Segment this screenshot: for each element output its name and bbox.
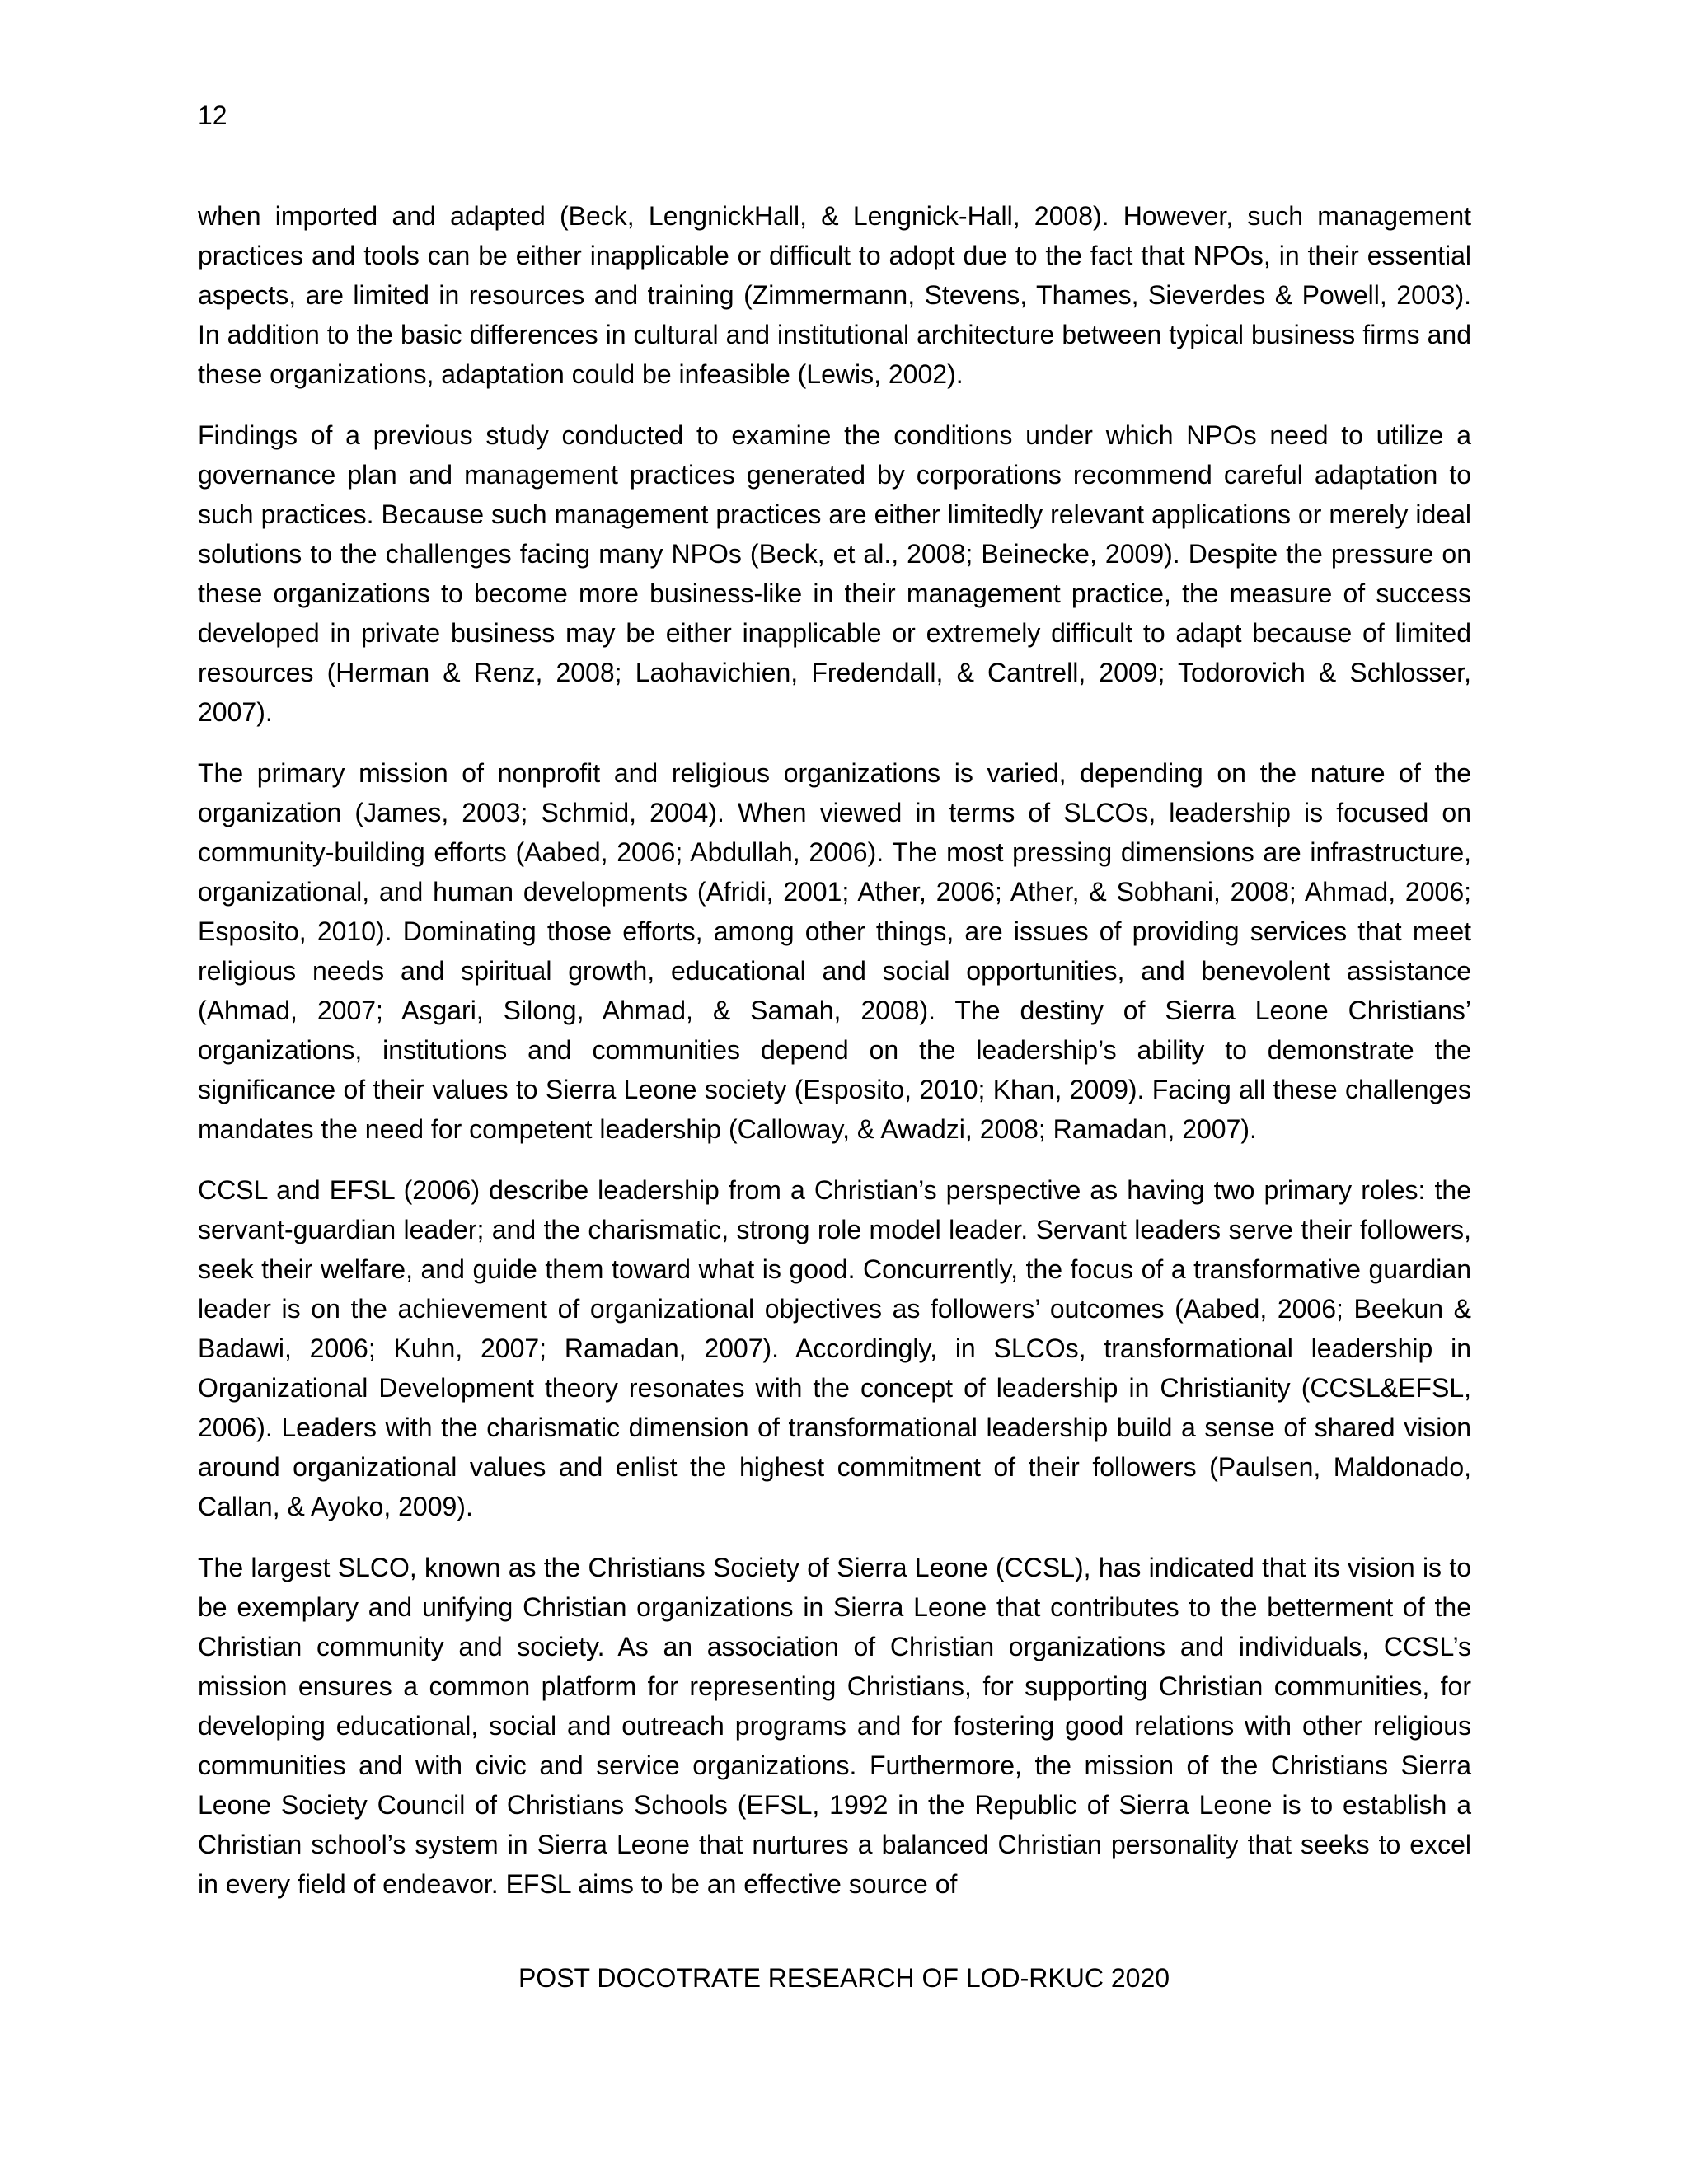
paragraph: when imported and adapted (Beck, LengnickHall, & Lengnick-Hall, 2008). However, such management practices and tools can be either inapplicable or difficult to adopt due to the fact that NPOs, in their essential aspects, are limited in resources and training (Zimmermann, Stevens, Thames, Sieverdes & Powell, 2003). In addition to the basic differences in cultural and institutional architecture between typical business firms and these organizations, adaptation could be infeasible (Lewis, 2002). xyxy=(198,201,1471,389)
page-number: 12 xyxy=(198,101,227,130)
paragraph: The primary mission of nonprofit and religious organizations is varied, depending on the nature of the organization (James, 2003; Schmid, 2004). When viewed in terms of SLCOs, leadership is focused on community-building efforts (Aabed, 2006; Abdullah, 2006). The most pressing dimensions are infrastructure, organizational, and human developments (Afridi, 2001; Ather, 2006; Ather, & Sobhani, 2008; Ahmad, 2006; Esposito, 2010). Dominating those efforts, among other things, are issues of providing services that meet religious needs and spiritual growth, educational and social opportunities, and benevolent assistance (Ahmad, 2007; Asgari, Silong, Ahmad, & Samah, 2008). The destiny of Sierra Leone Christians’ organizations, institutions and communities depend on the leadership’s ability to demonstrate the significance of their values to Sierra Leone society (Esposito, 2010; Khan, 2009). Facing all these challenges mandates the need for competent leadership (Calloway, & Awadzi, 2008; Ramadan, 2007). xyxy=(198,758,1471,1144)
body-text xyxy=(198,196,1471,1925)
page-footer: POST DOCOTRATE RESEARCH OF LOD-RKUC 2020 xyxy=(518,1963,1170,1993)
paragraph: Findings of a previous study conducted to examine the conditions under which NPOs need to utilize a governance plan and management practices generated by corporations recommend careful adaptation to such practices. Because such management practices are either limitedly relevant applications or merely ideal solutions to the challenges facing many NPOs (Beck, et al., 2008; Beinecke, 2009). Despite the pressure on these organizations to become more business-like in their management practice, the measure of success developed in private business may be either inapplicable or extremely difficult to adapt because of limited resources (Herman & Renz, 2008; Laohavichien, Fredendall, & Cantrell, 2009; Todorovich & Schlosser, 2007). xyxy=(198,420,1471,727)
paragraph: CCSL and EFSL (2006) describe leadership from a Christian’s perspective as having two primary roles: the servant-guardian leader; and the charismatic, strong role model leader. Servant leaders serve their followers, seek their welfare, and guide them toward what is good. Concurrently, the focus of a transformative guardian leader is on the achievement of organizational objectives as followers’ outcomes (Aabed, 2006; Beekun & Badawi, 2006; Kuhn, 2007; Ramadan, 2007). Accordingly, in SLCOs, transformational leadership in Organizational Development theory resonates with the concept of leadership in Christianity (CCSL&EFSL, 2006). Leaders with the charismatic dimension of transformational leadership build a sense of shared vision around organizational values and enlist the highest commitment of their followers (Paulsen, Maldonado, Callan, & Ayoko, 2009). xyxy=(198,1175,1471,1521)
paragraph: The largest SLCO, known as the Christians Society of Sierra Leone (CCSL), has indicated that its vision is to be exemplary and unifying Christian organizations in Sierra Leone that contributes to the betterment of the Christian community and society. As an association of Christian organizations and individuals, CCSL’s mission ensures a common platform for representing Christians, for supporting Christian communities, for developing educational, social and outreach programs and for fostering good relations with other religious communities and with civic and service organizations. Furthermore, the mission of the Christians Sierra Leone Society Council of Christians Schools (EFSL, 1992 in the Republic of Sierra Leone is to establish a Christian school’s system in Sierra Leone that nurtures a balanced Christian personality that seeks to excel in every field of endeavor. EFSL aims to be an effective source of xyxy=(198,1553,1471,1899)
